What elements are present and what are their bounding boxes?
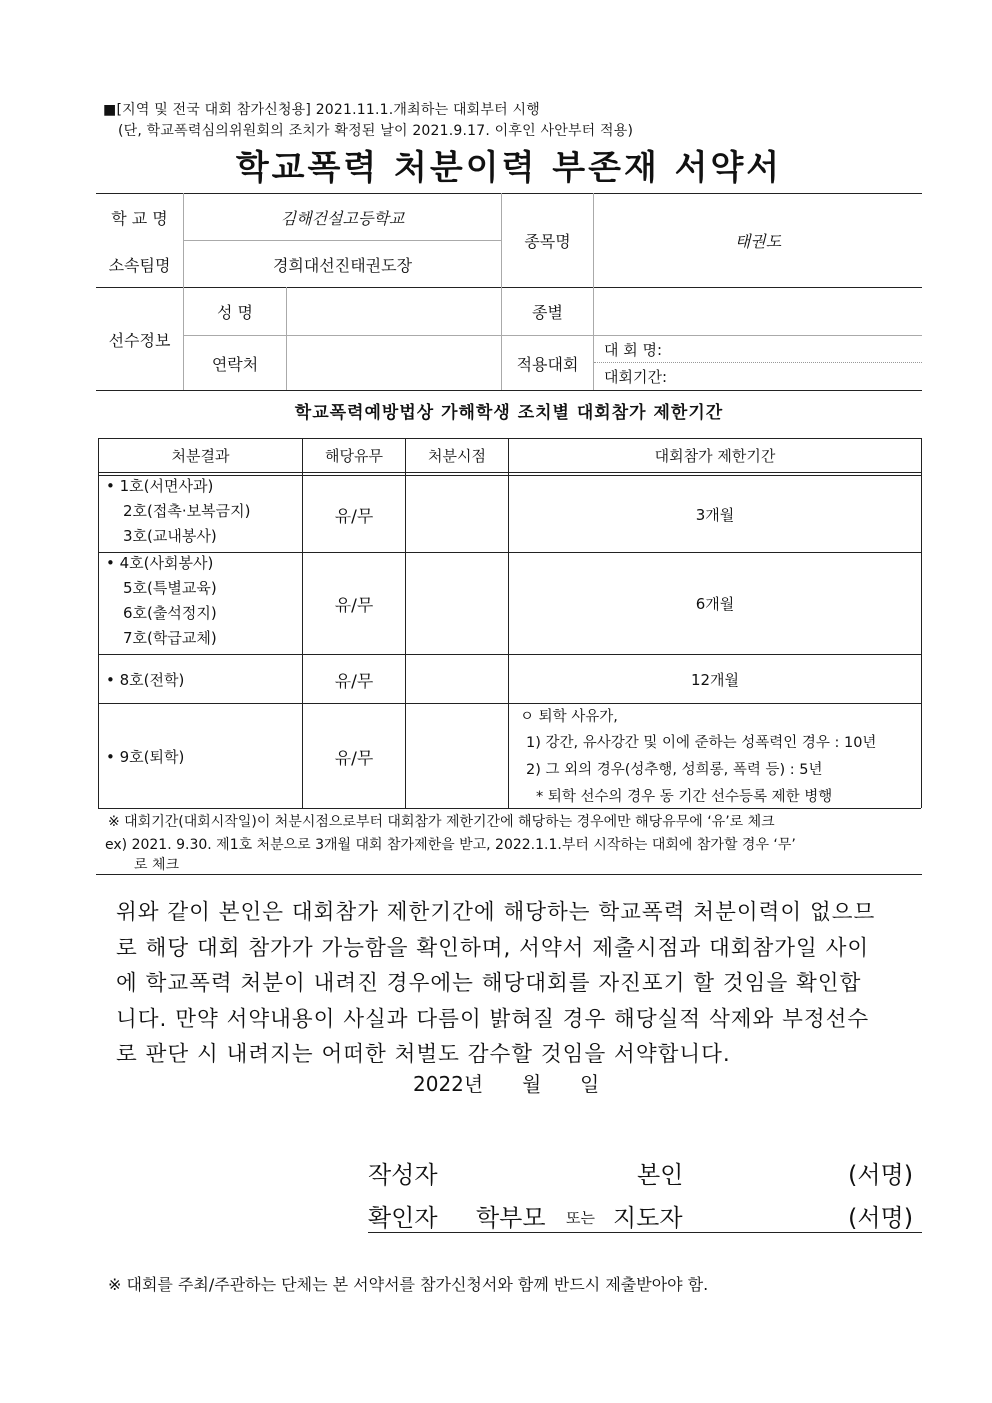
contact-field[interactable]	[287, 336, 501, 390]
divider	[96, 390, 922, 391]
period-value: 6개월	[695, 595, 735, 613]
notice-line-2: (단, 학교폭력심의위원회의 조치가 확정된 날이 2021.9.17. 이후인 사안부터 적용)	[118, 123, 634, 139]
table-note: ※ 대회기간(대회시작일)이 처분시점으로부터 대회참가 제한기간에 해당하는 경우에만 해당유무에 ‘유’로 체크	[108, 814, 775, 830]
confirmer-parent: 학부모	[476, 1204, 546, 1232]
period-value: 12개월	[690, 670, 740, 689]
square-bullet-icon: ■	[103, 102, 117, 118]
contact-label: 연락처	[211, 354, 259, 374]
table-row-result: • 4호(사회봉사) 5호(특별교육) 6호(출석정지) 7호(학급교체)	[106, 554, 217, 647]
event-field[interactable]	[594, 288, 922, 335]
divider	[921, 438, 922, 808]
confirmer-signature[interactable]: (서명)	[848, 1204, 914, 1232]
pledge-text: 위와 같이 본인은 대회참가 제한기간에 해당하는 학교폭력 처분이력이 없으므 로 해당 대회 참가가 가능함을 확인하며, 서약서 제출시점과 대회참가일 사이 에 학교폭력 처분이 내려진 경우에는 해당대회를 자진포기 할 것임을 확인합 니다. 만약 서약내용이 사실과 다름이 밝혀질 경우 해당실적 삭제와 부정선수 로 판단 시 내려지는 어떠한 처벌도 감수할 것임을 서약합니다.	[116, 900, 876, 1067]
name-field[interactable]	[287, 288, 501, 335]
divider	[96, 874, 922, 875]
sport-value[interactable]: 태권도	[734, 232, 782, 251]
divider	[98, 438, 99, 808]
divider	[368, 1232, 922, 1233]
date-month[interactable]: 월	[522, 1072, 542, 1096]
timing-field[interactable]	[406, 704, 508, 808]
school-value[interactable]: 김해건설고등학교	[280, 208, 405, 228]
writer-value: 본인	[637, 1161, 684, 1189]
header-result: 처분결과	[171, 447, 230, 465]
confirmer-label: 확인자	[368, 1204, 438, 1232]
period-value: 3개월	[695, 505, 735, 524]
applicable-toggle[interactable]: 유/무	[334, 748, 374, 769]
team-label: 소속팀명	[108, 255, 171, 275]
notice-line-1: ■[지역 및 전국 대회 참가신청용] 2021.11.1.개최하는 대회부터 시행	[103, 102, 540, 118]
table-example: ex) 2021. 9.30. 제1호 처분으로 3개월 대회 참가제한을 받고, 2022.1.1.부터 시작하는 대회에 참가할 경우 ‘무’	[105, 837, 796, 853]
section-subtitle: 학교폭력예방법상 가해학생 조치별 대회참가 제한기간	[294, 403, 724, 423]
date-year[interactable]: 2022년	[413, 1072, 484, 1096]
page-title: 학교폭력 처분이력 부존재 서약서	[235, 148, 783, 188]
writer-signature[interactable]: (서명)	[848, 1161, 914, 1189]
school-label: 학 교 명	[111, 208, 168, 228]
applicable-toggle[interactable]: 유/무	[334, 506, 374, 527]
sport-label: 종목명	[524, 232, 571, 251]
competition-label: 적용대회	[516, 354, 579, 374]
name-label: 성 명	[217, 303, 253, 322]
confirmer-coach: 지도자	[613, 1204, 683, 1232]
period-value: ㅇ 퇴학 사유가, 1) 강간, 유사강간 및 이에 준하는 성폭력인 경우 : 10년 2) 그 외의 경우(성추행, 성희롱, 폭력 등) : 5년 * 퇴학 선수의 경우 동 기간 선수등록 제한 병행	[520, 709, 877, 805]
table-row-result: • 9호(퇴학)	[106, 747, 185, 766]
athlete-label: 선수정보	[108, 330, 171, 350]
date-day[interactable]: 일	[580, 1072, 600, 1096]
competition-period-field[interactable]: 대회기간:	[604, 368, 668, 386]
divider	[98, 472, 921, 473]
confirmer-or: 또는	[566, 1209, 595, 1227]
table-row-result: • 1호(서면사과) 2호(접촉·보복금지) 3호(교내봉사)	[106, 477, 251, 545]
header-period: 대회참가 제한기간	[654, 447, 776, 465]
timing-field[interactable]	[406, 476, 508, 552]
applicable-toggle[interactable]: 유/무	[334, 596, 374, 616]
timing-field[interactable]	[406, 553, 508, 654]
table-example-cont: 로 체크	[134, 857, 180, 873]
applicable-toggle[interactable]: 유/무	[334, 671, 374, 692]
timing-field[interactable]	[406, 655, 508, 703]
writer-label: 작성자	[368, 1161, 438, 1189]
event-label: 종별	[532, 303, 563, 322]
header-timing: 처분시점	[428, 447, 486, 465]
team-value[interactable]: 경희대선진태권도장	[272, 255, 413, 275]
table-row-result: • 8호(전학)	[106, 670, 185, 689]
footer-note: ※ 대회를 주최/주관하는 단체는 본 서약서를 참가신청서와 함께 반드시 제출받아야 함.	[108, 1275, 709, 1294]
header-applicable: 해당유무	[325, 447, 383, 465]
competition-name-field[interactable]: 대 회 명:	[604, 340, 663, 359]
